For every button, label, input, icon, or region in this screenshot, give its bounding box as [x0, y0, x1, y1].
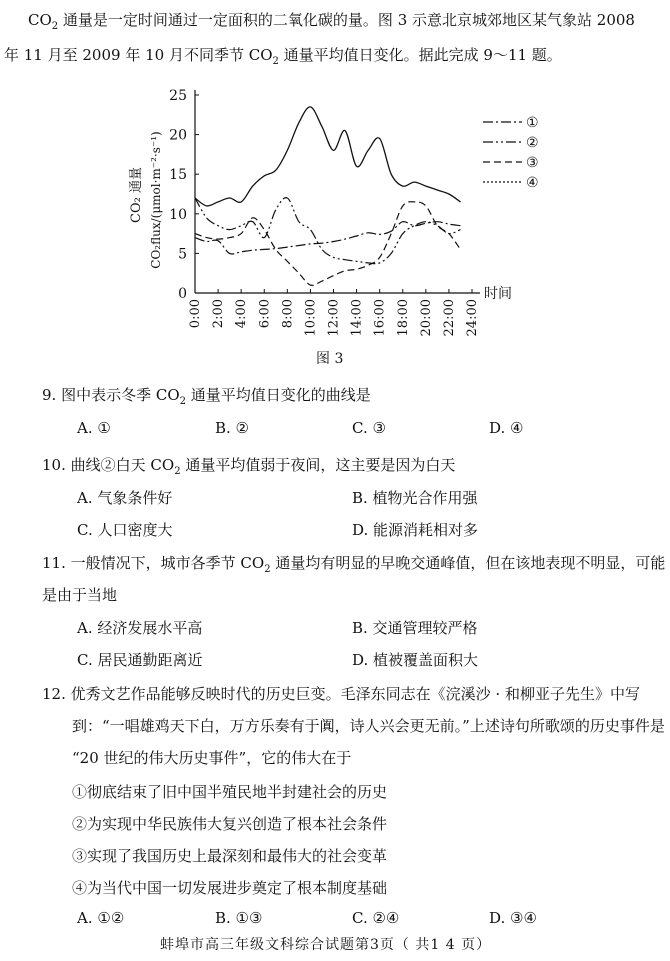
x-tick-label: 16:00: [372, 299, 388, 337]
intro-text: 年 11 月至 2009 年 10 月不同季节 CO: [4, 46, 273, 64]
q12-option-b[interactable]: B. ①③: [215, 909, 263, 927]
question-12-stem-2: 到：“一唱雄鸡天下白，万方乐奏有于阗，诗人兴会更无前。”上述诗句所歌颂的历史事件是: [72, 717, 665, 735]
x-tick-label: 24:00: [465, 299, 480, 337]
q11-option-c[interactable]: C. 居民通勤距离近: [77, 651, 203, 669]
intro-line-1: [28, 10, 635, 37]
q12-option-d[interactable]: D. ③④: [489, 909, 537, 927]
question-text: 通量均有明显的早晚交通峰值，但在该地表现不明显，可能: [270, 554, 666, 572]
intro-text: 通量平均值日变化。据此完成 9～11 题。: [278, 46, 562, 64]
y-tick-label: 15: [169, 167, 187, 184]
legend-label-3: ③: [526, 155, 539, 171]
q11-option-b[interactable]: B. 交通管理较严格: [352, 619, 478, 637]
x-tick-label: 6:00: [257, 299, 273, 329]
question-text: 通量平均值弱于夜间，这主要是因为白天: [180, 456, 456, 474]
question-12-stem-3: “20 世纪的伟大历史事件”，它的伟大在于: [72, 749, 352, 767]
x-tick-label: 12:00: [326, 299, 342, 337]
question-sub: 2: [174, 466, 181, 477]
q11-option-a[interactable]: A. 经济发展水平高: [77, 619, 203, 637]
question-text: 一般情况下，城市各季节 CO: [70, 554, 265, 572]
question-sub: 2: [179, 396, 187, 407]
chart-series: [195, 107, 461, 286]
x-tick-label: 20:00: [418, 299, 434, 337]
chart-ticks: [169, 88, 480, 336]
y-tick-label: 0: [178, 286, 187, 302]
co2-flux-chart: [120, 75, 560, 355]
q9-option-c[interactable]: C. ③: [352, 419, 386, 437]
question-number: 10.: [42, 456, 66, 474]
y-tick-label: 10: [169, 206, 187, 223]
statement-4: ④为当代中国一切发展进步奠定了根本制度基础: [72, 879, 388, 897]
series-line-1: [195, 222, 461, 254]
x-tick-label: 4:00: [234, 299, 250, 329]
q10-option-d[interactable]: D. 能源消耗相对多: [352, 521, 479, 539]
x-tick-label: 22:00: [441, 299, 457, 337]
intro-line-2: [4, 45, 562, 72]
x-tick-label: 8:00: [280, 299, 296, 329]
y-tick-label: 5: [178, 246, 187, 263]
question-10-stem: [42, 455, 455, 482]
q10-option-a[interactable]: A. 气象条件好: [77, 489, 173, 507]
q11-option-d[interactable]: D. 植被覆盖面积大: [352, 651, 479, 669]
q10-option-b[interactable]: B. 植物光合作用强: [352, 489, 478, 507]
question-text: 曲线②白天 CO: [70, 456, 175, 474]
intro-sub: 2: [272, 56, 279, 67]
series-line-3: [195, 202, 461, 286]
question-number: 11.: [42, 554, 66, 572]
intro-text: CO: [28, 11, 52, 29]
q9-option-b[interactable]: B. ②: [215, 419, 250, 437]
x-axis-label: 时间: [484, 286, 512, 302]
q12-option-c[interactable]: C. ②④: [352, 909, 400, 927]
x-tick-label: 0:00: [188, 299, 203, 329]
x-tick-label: 2:00: [211, 299, 227, 329]
question-9-stem: [42, 385, 371, 412]
intro-text: 通量是一定时间通过一定面积的二氧化碳的量。图 3 示意北京城郊地区某气象站 2008: [58, 11, 635, 29]
statement-1: ①彻底结束了旧中国半殖民地半封建社会的历史: [72, 783, 388, 801]
chart-legend: [483, 115, 539, 191]
series-line-2: [195, 198, 461, 264]
statement-2: ②为实现中华民族伟大复兴创造了根本社会条件: [72, 815, 388, 833]
legend-label-1: ①: [526, 115, 539, 131]
q10-option-c[interactable]: C. 人口密度大: [77, 521, 173, 539]
q9-option-d[interactable]: D. ④: [489, 419, 524, 437]
legend-label-2: ②: [526, 135, 539, 151]
question-12-stem: [42, 684, 640, 704]
q12-option-a[interactable]: A. ①②: [77, 909, 125, 927]
x-tick-label: 14:00: [349, 299, 365, 337]
question-number: 12.: [42, 685, 66, 703]
chart-axes: [195, 90, 480, 293]
question-number: 9.: [42, 386, 57, 404]
statement-3: ③实现了我国历史上最深刻和最伟大的社会变革: [72, 847, 388, 865]
intro-sub: 2: [51, 21, 59, 32]
question-11-stem-cont: 是由于当地: [42, 586, 118, 604]
y-tick-label: 25: [169, 88, 187, 104]
question-text: 图中表示冬季 CO: [61, 386, 180, 404]
y-axis-label-top: CO₂ 通量: [129, 167, 144, 223]
y-axis-label-bottom: CO₂flux/(μmol·m⁻²·s⁻¹): [149, 131, 163, 269]
series-line-4: [195, 107, 461, 206]
x-tick-label: 10:00: [303, 299, 319, 337]
x-tick-label: 18:00: [395, 299, 411, 337]
y-tick-label: 20: [169, 127, 187, 144]
question-text: 通量平均值日变化的曲线是: [186, 386, 371, 404]
legend-label-4: ④: [526, 175, 539, 191]
q9-option-a[interactable]: A. ①: [77, 419, 111, 437]
page-footer: 蚌埠市高三年级文科综合试题第3页（ 共1 4 页）: [160, 937, 492, 953]
figure-caption: 图 3: [316, 351, 344, 367]
question-sub: 2: [264, 564, 271, 575]
question-text: 优秀文艺作品能够反映时代的历史巨变。毛泽东同志在《浣溪沙 · 和柳亚子先生》中写: [70, 685, 640, 703]
question-11-stem: [42, 553, 665, 580]
